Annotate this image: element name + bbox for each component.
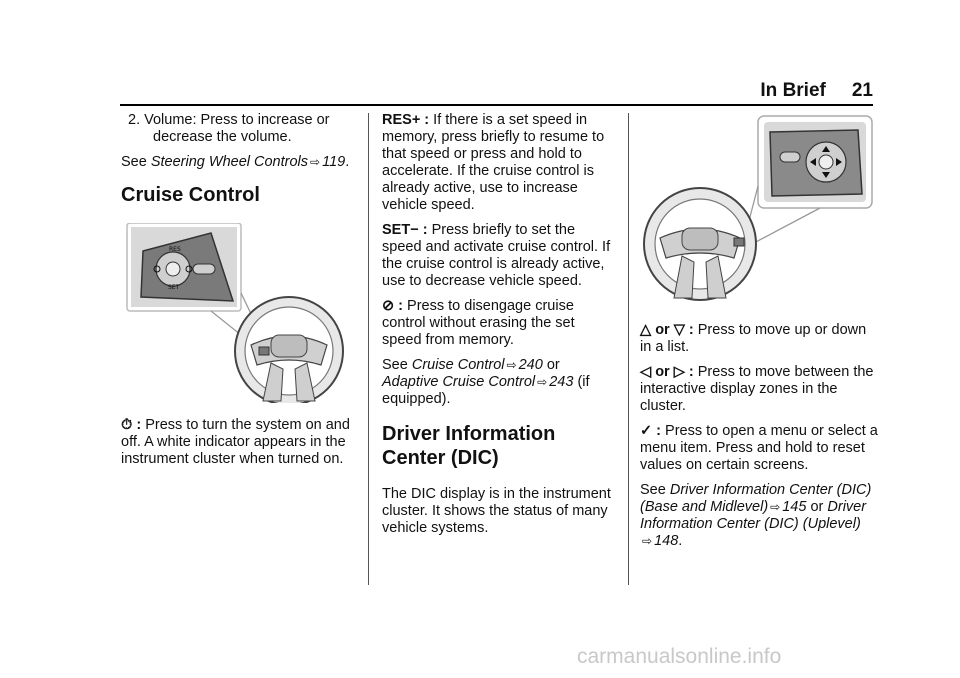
down-triangle-icon: ▽ xyxy=(673,322,685,338)
page-ref[interactable]: 119 xyxy=(322,154,346,170)
page-arrow-icon: ⇨ xyxy=(506,358,517,372)
res-description: RES+ : If there is a set speed in memory, press briefly to resume to that speed or press and hold to accelerate. If the cruise control is already active, use to increase vehicle speed. xyxy=(382,112,605,213)
list-text: Volume: Press to increase or decrease the volume. xyxy=(144,112,330,145)
check-description: ✓ : Press to open a menu or select a menu item. Press and hold to reset values on certain screens. xyxy=(640,423,878,473)
page-ref[interactable]: 145 xyxy=(782,499,807,515)
page-number: 21 xyxy=(851,80,873,101)
set-description: SET− : Press briefly to set the speed and activate cruise control. If the cruise control is already active, use to decrease vehicle speed. xyxy=(382,222,611,289)
column-3 xyxy=(640,112,878,558)
power-description: ⏱ : Press to turn the system on and off. A white indicator appears in the instrument cluster when turned on. xyxy=(121,417,350,467)
see-reference: See Steering Wheel Controls ⇨ 119. xyxy=(121,154,350,170)
heading-dic: Driver Information Center (DIC) xyxy=(382,423,556,469)
updown-description: △ or ▽ : Press to move up or down in a list. xyxy=(640,322,867,355)
cancel-icon: ⊘ xyxy=(382,298,395,314)
right-triangle-icon: ▷ xyxy=(673,364,685,380)
page-ref[interactable]: 148 xyxy=(654,533,679,549)
cancel-description: ⊘ : Press to disengage cruise control without erasing the set speed from memory. xyxy=(382,298,575,348)
section-title: In Brief xyxy=(760,80,826,101)
list-number: 2. xyxy=(128,112,141,128)
page-arrow-icon: ⇨ xyxy=(537,375,548,389)
column-divider-1 xyxy=(368,113,369,585)
heading-cruise-control: Cruise Control xyxy=(121,184,260,206)
page-arrow-icon: ⇨ xyxy=(770,500,781,514)
page-arrow-icon: ⇨ xyxy=(642,534,653,548)
link-dic-base-midlevel[interactable]: Driver Information Center (DIC) (Base and Midlevel) xyxy=(640,482,872,515)
leftright-description: ◁ or ▷ : Press to move between the interactive display zones in the cluster. xyxy=(640,364,874,414)
svg-text:SET: SET xyxy=(168,284,180,291)
column-1 xyxy=(121,112,356,476)
see-reference: See Cruise Control ⇨ 240 or Adaptive Cruise Control ⇨ 243 (if equipped). xyxy=(382,357,590,407)
svg-text:RES: RES xyxy=(169,246,181,253)
checkmark-icon: ✓ xyxy=(640,423,653,439)
list-item-volume xyxy=(121,112,356,146)
header-rule xyxy=(120,104,873,106)
up-triangle-icon: △ xyxy=(640,322,652,338)
dic-description: The DIC display is in the instrument cluster. It shows the status of many vehicle systems. xyxy=(382,486,611,536)
page-arrow-icon: ⇨ xyxy=(310,155,321,169)
page-ref[interactable]: 243 xyxy=(549,374,574,390)
cruise-control-illustration xyxy=(121,223,353,403)
link-cruise-control[interactable]: Cruise Control xyxy=(411,357,505,373)
page-header xyxy=(760,80,873,102)
column-divider-2 xyxy=(628,113,629,585)
cruise-power-icon: ⏱ xyxy=(121,417,133,433)
link-adaptive-cruise-control[interactable]: Adaptive Cruise Control xyxy=(382,374,536,390)
column-2 xyxy=(382,112,614,545)
link-dic-uplevel[interactable]: Driver Information Center (DIC) (Uplevel) xyxy=(640,499,867,532)
left-triangle-icon: ◁ xyxy=(640,364,652,380)
link-steering-wheel-controls[interactable]: Steering Wheel Controls xyxy=(150,154,309,170)
page-ref[interactable]: 240 xyxy=(518,357,543,373)
watermark: carmanualsonline.info xyxy=(577,645,782,668)
dic-controls-illustration xyxy=(640,112,876,310)
see-reference: See Driver Information Center (DIC) (Base and Midlevel) ⇨ 145 or Driver Information Center (DIC) (Uplevel) ⇨ 148. xyxy=(640,482,872,549)
